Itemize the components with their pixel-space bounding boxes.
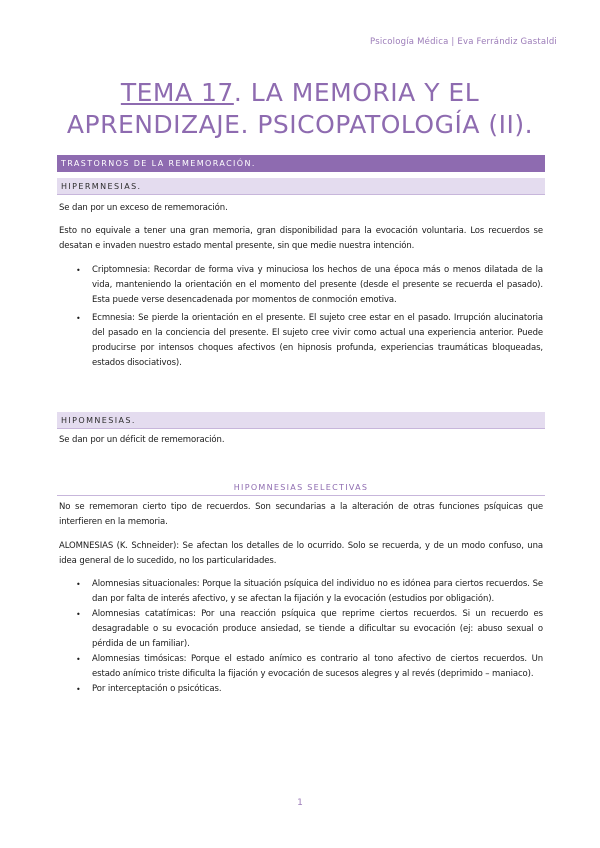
hipomnesias-intro: Se dan por un déficit de rememoración.	[59, 435, 225, 445]
list-item-text: Por interceptación o psicóticas.	[92, 684, 222, 694]
page-number: 1	[297, 798, 303, 808]
bullet-icon: •	[76, 655, 81, 664]
selectivas-description: No se rememoran cierto tipo de recuerdos. Son secundarias a la alteración de otras funciones psíquicas que interfieren en la memoria.	[59, 502, 543, 527]
bullet-icon: •	[76, 580, 81, 589]
title-tema: TEMA 17	[120, 77, 234, 107]
bullet-icon: •	[76, 685, 81, 694]
page-title	[40, 77, 560, 141]
list-item-text: Alomnesias situacionales: Porque la situación psíquica del individuo no es idónea para ciertos recuerdos. Se dan por falta de interés afectivo, y se afectan la fijación y la evocación (estudios por obligación).	[92, 579, 543, 604]
list-item	[59, 263, 543, 308]
subheading-hipomnesias-selectivas: HIPOMNESIAS SELECTIVAS	[57, 483, 545, 496]
subsection-heading-hipomnesias: HIPOMNESIAS.	[57, 412, 545, 429]
section-heading-trastornos: TRASTORNOS DE LA REMEMORACIÓN.	[57, 155, 545, 172]
list-item-text: Ecmnesia: Se pierde la orientación en el presente. El sujeto cree estar en el pasado. Irrupción alucinatoria del pasado en la conciencia del presente. El sujeto cree vivir como actual una experiencia anterior. Puede producirse por intensos choques afectivos (en hipnosis profunda, experiencias traumáticas bloqueadas, estados disociativos).	[92, 313, 543, 368]
running-header: Psicología Médica | Eva Ferrándiz Gastaldi	[370, 37, 557, 47]
subsection-heading-hipermnesias: HIPERMNESIAS.	[57, 178, 545, 195]
list-item	[59, 652, 543, 682]
bullet-icon: •	[76, 610, 81, 619]
hipermnesias-description: Esto no equivale a tener una gran memoria, gran disponibilidad para la evocación voluntaria. Los recuerdos se desatan e invaden nuestro estado mental presente, sin que medie nuestra intención.	[59, 226, 543, 251]
list-item	[59, 577, 543, 607]
list-item	[59, 607, 543, 652]
alomnesias-description: ALOMNESIAS (K. Schneider): Se afectan los detalles de lo ocurrido. Solo se recuerda, y de un modo confuso, una idea general de lo sucedido, no los particularidades.	[59, 541, 543, 566]
list-item-text: Alomnesias timósicas: Porque el estado anímico es contrario al tono afectivo de ciertos recuerdos. Un estado anímico triste dificulta la fijación y evocación de sucesos alegres y al revés (deprimido – maniaco).	[92, 654, 543, 679]
hipermnesias-intro: Se dan por un exceso de rememoración.	[59, 203, 228, 213]
list-item-text: Criptomnesia: Recordar de forma viva y minuciosa los hechos de una época más o menos dilatada de la vida, manteniendo la orientación en el momento del presente (desde el presente se recuerda el pasado). Esta puede verse desencadenada por momentos de conmoción emotiva.	[92, 265, 543, 305]
list-item	[59, 311, 543, 371]
bullet-icon: •	[76, 266, 81, 275]
hipermnesias-list	[59, 263, 543, 371]
bullet-icon: •	[76, 314, 81, 323]
alomnesias-list	[59, 577, 543, 697]
title-rest: . LA MEMORIA Y EL APRENDIZAJE. PSICOPATOLOGÍA (II).	[66, 77, 534, 139]
list-item	[59, 682, 543, 697]
list-item-text: Alomnesias catatímicas: Por una reacción psíquica que reprime ciertos recuerdos. Si un recuerdo es desagradable o su evocación produce ansiedad, se tiende a dificultar su evocación (ej: abuso sexual o pérdida de un familiar).	[92, 609, 543, 649]
